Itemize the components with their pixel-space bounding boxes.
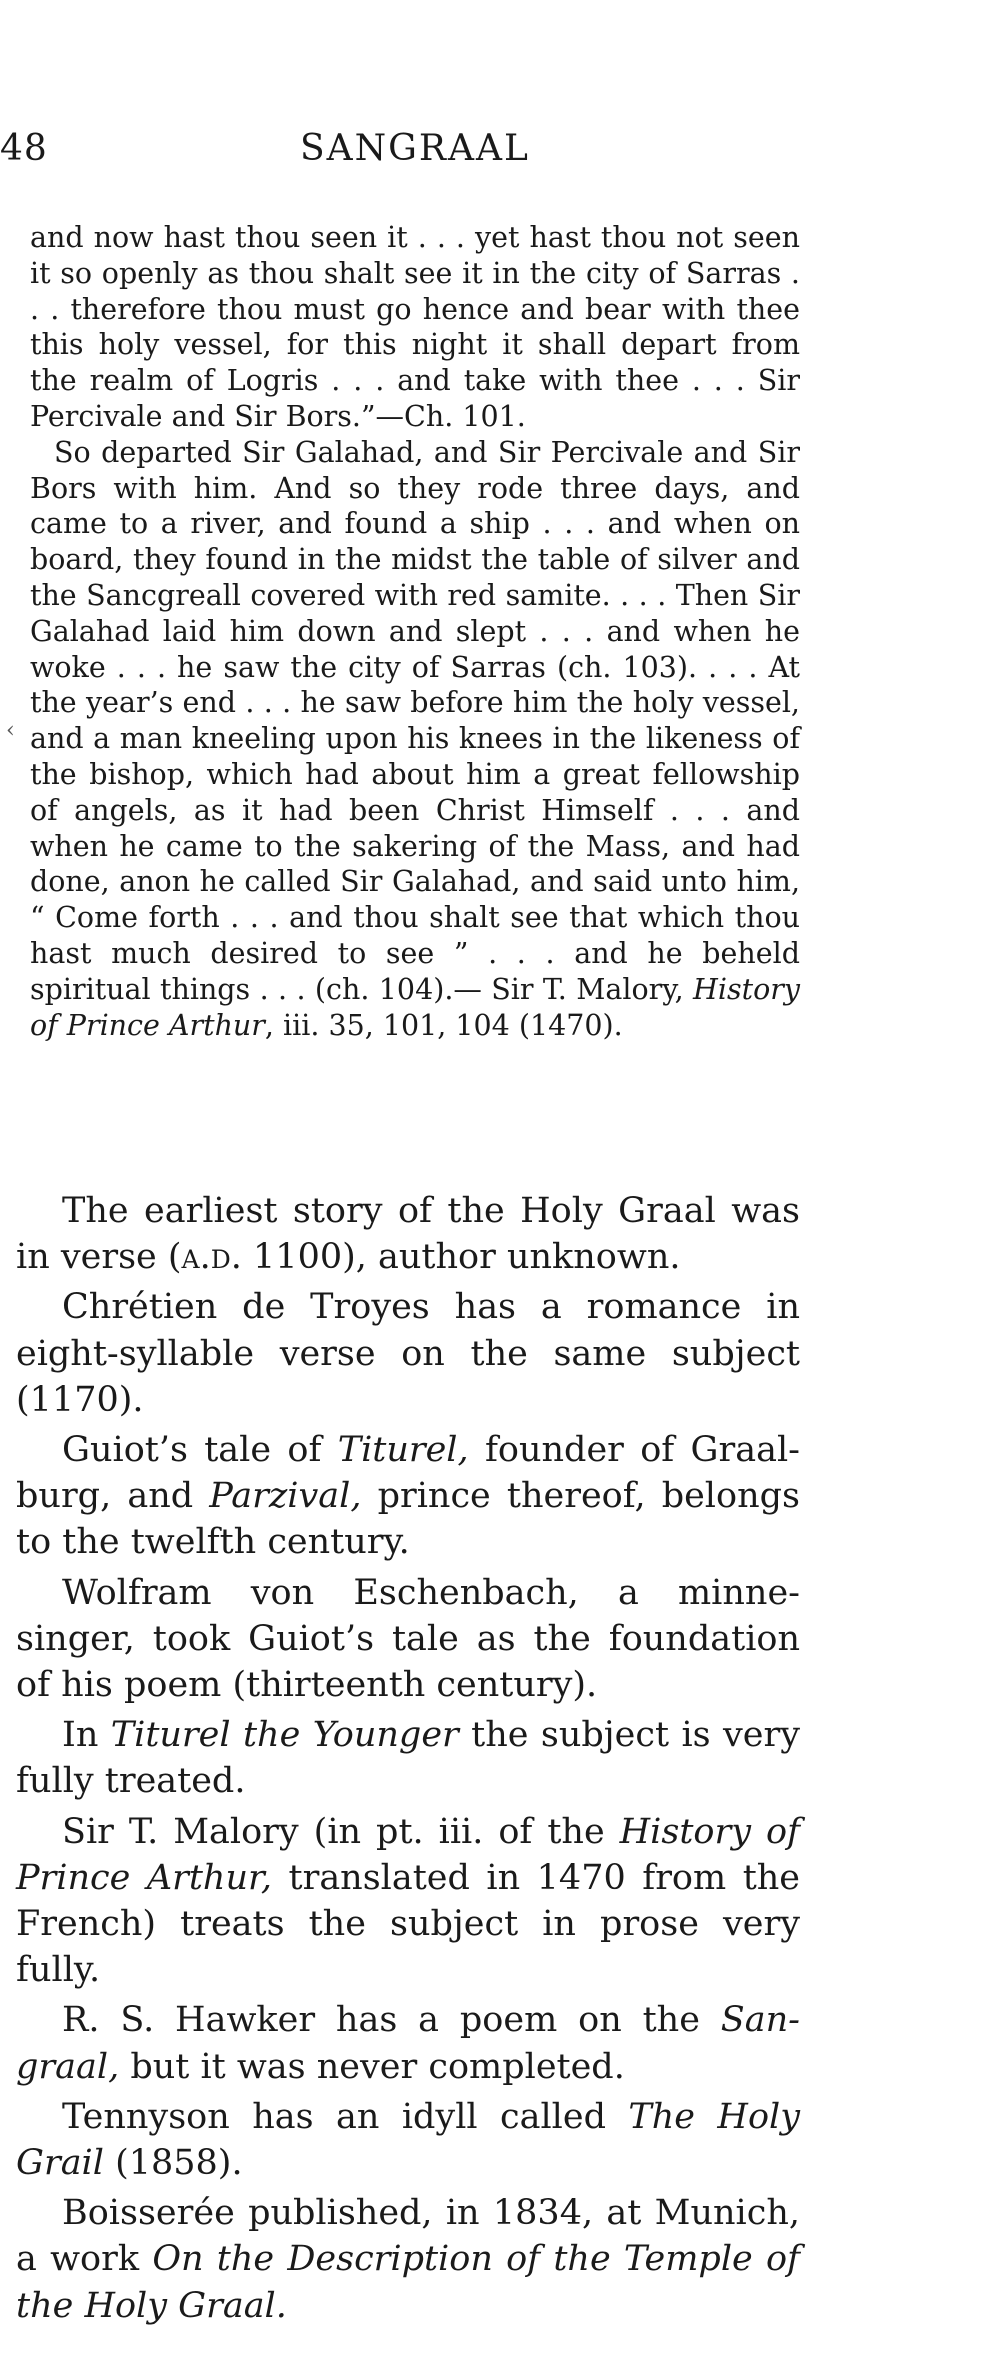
quote-continuation: and now hast thou seen it . . . yet hast thou not seen it so openly as thou shalt see it in the city of Sarras . . . therefore thou must go hence and bear with thee this holy vessel, for this night it shall depart from the realm of Logris . . . and take with thee . . . Sir Percivale and Sir Bors.”—Ch. 101. xyxy=(30,221,800,433)
paragraph-text: Guiot’s tale of xyxy=(62,1430,338,1471)
paragraph-text: Sir T. Malory (in pt. iii. of the xyxy=(62,1811,620,1852)
paragraph-text: prince thereof, belongs to the twelfth century. xyxy=(16,1476,800,1563)
paragraph-text: R. S. Hawker has a poem on the xyxy=(62,2000,721,2041)
paragraph-boisseree xyxy=(16,2190,800,2329)
work-title-history-prince-arthur: History of Prince Arthur, xyxy=(16,1811,800,1898)
work-title-titurel-younger: Titurel the Younger xyxy=(110,1715,459,1756)
work-title-temple-holy-graal: On the Description of the Temple of the Holy Graal. xyxy=(16,2239,801,2326)
paragraph-titurel-younger xyxy=(16,1712,800,1804)
page-header xyxy=(0,128,1000,178)
paragraph-text: translated in 1470 from the French) treats the subject in prose very fully. xyxy=(16,1857,801,1991)
body-text xyxy=(16,1188,800,2333)
paragraph-hawker xyxy=(16,1997,800,2089)
paragraph-malory xyxy=(16,1809,800,1994)
paragraph-text: In xyxy=(62,1715,111,1756)
paragraph-text: Boisserée published, in 1834, at Munich, a work xyxy=(16,2193,800,2280)
paragraph-text: The earliest story of the Holy Graal was in verse ( xyxy=(16,1191,800,1278)
work-title-titurel: Titurel, xyxy=(337,1430,469,1471)
running-head: SANGRAAL xyxy=(300,128,530,169)
quote-narrative xyxy=(30,435,800,1044)
quote-narrative-text: So departed Sir Galahad, and Sir Percivale and Sir Bors with him. And so they rode three days, and came to a river, and found a ship . . . and when on board, they found in the midst the table of silver and the Sancgreall covered with red samite. . . . Then Sir Galahad laid him down and slept . . . and when he woke . . . he saw the city of Sarras (ch. 103). . . . At the year’s end . . . he saw before him the holy vessel, and a man kneeling upon his knees in the likeness of the bishop, which had about him a great fellowship of angels, as it had been Christ Himself . . . and when he came to the sakering of the Mass, and had done, anon he called Sir Galahad, and said unto him, “ Come forth . . . and thou shalt see that which thou hast much desired to see ” . . . and he beheld spiritual things . . . (ch. 104).— xyxy=(30,435,800,1006)
work-title-sangraal: San-graal, xyxy=(16,2000,800,2087)
margin-mark: ‹ xyxy=(6,718,15,743)
paragraph-text: Tennyson has an idyll called xyxy=(62,2096,629,2137)
citation-title: History of Prince Arthur xyxy=(30,972,800,1042)
citation-ref: , iii. 35, 101, 104 (1470). xyxy=(264,1008,623,1042)
quoted-extract xyxy=(30,220,800,1043)
paragraph-chretien: Chrétien de Troyes has a romance in eight-syllable verse on the same subject (1170). xyxy=(16,1287,800,1420)
page-number: 48 xyxy=(0,128,48,169)
paragraph-guiot xyxy=(16,1427,800,1566)
paragraph-text: founder of Graal-burg, and xyxy=(16,1430,800,1517)
paragraph-text: 1100), author unknown. xyxy=(241,1237,681,1278)
citation-author: Sir T. Malory, xyxy=(491,972,694,1006)
work-title-holy-grail: The Holy Grail xyxy=(16,2096,800,2184)
paragraph-text: the subject is very fully treated. xyxy=(16,1715,800,1802)
work-title-parzival: Parzival, xyxy=(209,1476,362,1517)
paragraph-tennyson xyxy=(16,2094,800,2186)
paragraph-text: (1858). xyxy=(103,2143,243,2184)
paragraph-text: but it was never completed. xyxy=(119,2046,625,2087)
paragraph-wolfram: Wolfram von Eschenbach, a minne-singer, took Guiot’s tale as the foundation of his poem (thirteenth century). xyxy=(16,1572,800,1706)
paragraph-earliest-story xyxy=(16,1188,800,1280)
era-abbreviation: a.d. xyxy=(181,1237,242,1278)
